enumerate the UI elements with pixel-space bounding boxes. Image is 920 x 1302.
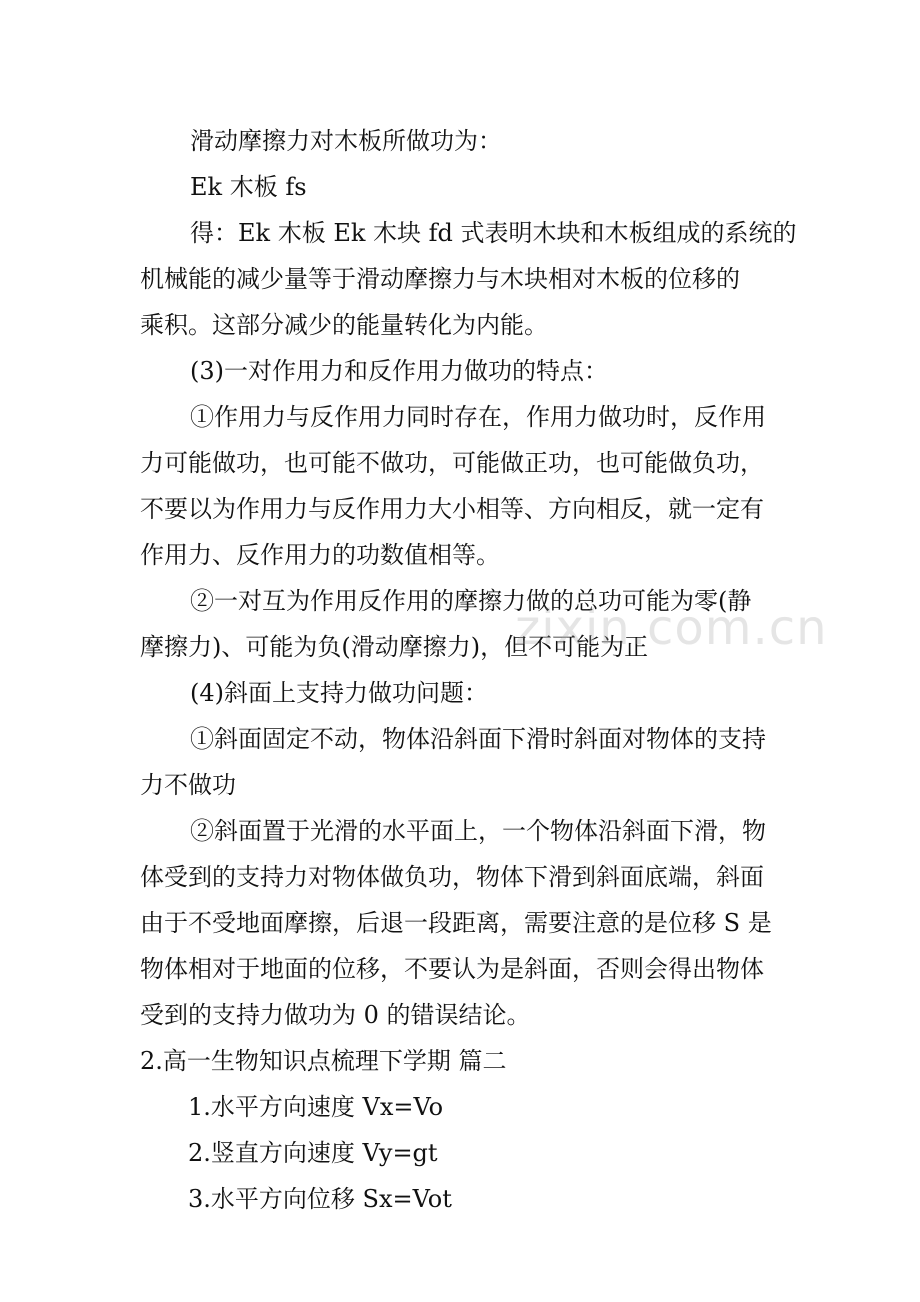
text-line: 得：Ek 木板 Ek 木块 fd 式表明木块和木板组成的系统的 [190,219,797,247]
text-line: ①作用力与反作用力同时存在，作用力做功时，反作用 [190,403,766,431]
text-line: (3)一对作用力和反作用力做功的特点： [190,357,608,385]
text-line: 由于不受地面摩擦，后退一段距离，需要注意的是位移 S 是 [140,909,772,937]
text-line: (4)斜面上支持力做功问题： [190,679,488,707]
document-body [140,118,797,1222]
text-line: 摩擦力)、可能为负(滑动摩擦力)，但不可能为正 [140,633,649,661]
text-line: 体受到的支持力对物体做负功，物体下滑到斜面底端，斜面 [140,863,764,891]
text-line: ①斜面固定不动，物体沿斜面下滑时斜面对物体的支持 [190,725,766,753]
list-item: 1.水平方向速度 Vx=Vo [188,1093,444,1121]
text-line: 力可能做功，也可能不做功，可能做正功，也可能做负功， [140,449,764,477]
watermark: zixin.com.cn [515,600,828,656]
list-item: 3.水平方向位移 Sx=Vot [188,1185,452,1213]
text-line: ②斜面置于光滑的水平面上，一个物体沿斜面下滑，物 [190,817,766,845]
text-line: ②一对互为作用反作用的摩擦力做的总功可能为零(静 [190,587,752,615]
list-item: 2.竖直方向速度 Vy=gt [188,1139,438,1167]
text-line: Ek 木板 fs [190,173,307,201]
text-line: 滑动摩擦力对木板所做功为： [190,127,502,155]
text-line: 不要以为作用力与反作用力大小相等、方向相反，就一定有 [140,495,764,523]
section-heading: 2.高一生物知识点梳理下学期 篇二 [140,1047,507,1075]
text-line: 受到的支持力做功为 0 的错误结论。 [140,1001,531,1029]
text-line: 作用力、反作用力的功数值相等。 [140,541,500,569]
text-line: 机械能的减少量等于滑动摩擦力与木块相对木板的位移的 [140,265,740,293]
text-line: 物体相对于地面的位移，不要认为是斜面，否则会得出物体 [140,955,764,983]
text-line: 力不做功 [140,771,236,799]
text-line: 乘积。这部分减少的能量转化为内能。 [140,311,548,339]
